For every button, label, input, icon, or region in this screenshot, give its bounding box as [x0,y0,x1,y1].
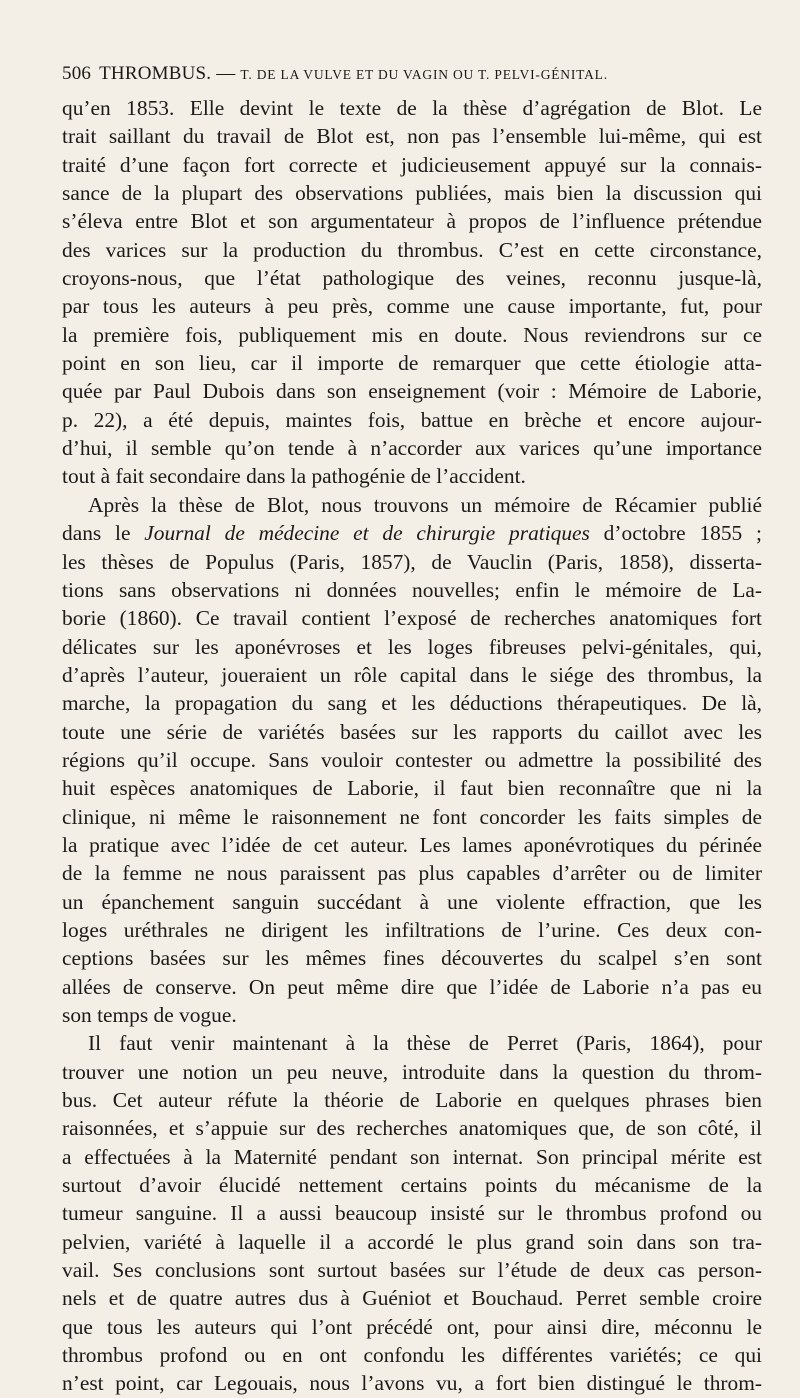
text-line: thrombus profond ou en ont confondu les différentes variétés; ce qui [62,1343,762,1368]
text-line: régions qu’il occupe. Sans vouloir contester ou admettre la possibilité des [62,747,762,772]
text-line: trouver une notion un peu neuve, introduite dans la question du throm- [62,1059,762,1084]
text-line: nels et de quatre autres dus à Guéniot et Bouchaud. Perret semble croire [62,1286,762,1311]
running-dash: — [216,63,236,84]
text-line: quée par Paul Dubois dans son enseignement (voir : Mémoire de Laborie, [62,379,762,404]
text-line: trait saillant du travail de Blot est, non pas l’ensemble lui-même, qui est [62,124,762,149]
text-line: d’après l’auteur, joueraient un rôle capital dans le siége des thrombus, la [62,662,762,687]
text-line: la pratique avec l’idée de cet auteur. Les lames aponévrotiques du périnée [62,832,762,857]
text-line: borie (1860). Ce travail contient l’exposé de recherches anatomiques fort [62,606,762,631]
text-line: son temps de vogue. [62,1003,237,1027]
text-line: ceptions basées sur les mêmes fines découvertes du scalpel s’en sont [62,946,762,971]
text-line: de la femme ne nous paraissent pas plus capables d’arrêter ou de limiter [62,861,762,886]
text-line: allées de conserve. On peut même dire que l’idée de Laborie n’a pas eu [62,974,762,999]
text-line: dans le Journal de médecine et de chirurgie pratiques d’octobre 1855 ; [62,521,762,546]
text-line: vail. Ses conclusions sont surtout basées sur l’étude de deux cas person- [62,1258,762,1283]
text-line: croyons-nous, que l’état pathologique des veines, reconnu jusque-là, [62,266,762,291]
text-line: tumeur sanguine. Il a aussi beaucoup insisté sur le thrombus profond ou [62,1201,762,1226]
text-line: les thèses de Populus (Paris, 1857), de Vauclin (Paris, 1858), disserta- [62,549,762,574]
running-subtitle: T. DE LA VULVE ET DU VAGIN OU T. PELVI-GÉNITAL. [240,67,608,82]
text-line: a effectuées à la Maternité pendant son internat. Son principal mérite est [62,1144,762,1169]
text-line: que tous les auteurs qui l’ont précédé ont, pour ainsi dire, méconnu le [62,1314,762,1339]
text-line: Après la thèse de Blot, nous trouvons un mémoire de Récamier publié [88,492,762,517]
text-line: surtout d’avoir élucidé nettement certains points du mécanisme de la [62,1173,762,1198]
text-line: s’éleva entre Blot et son argumentateur à propos de l’influence prétendue [62,209,762,234]
text-line: pelvien, variété à laquelle il a accordé le plus grand soin dans son tra- [62,1229,762,1254]
text-line: huit espèces anatomiques de Laborie, il faut bien reconnaître que ni la [62,776,762,801]
text-line: point en son lieu, car il importe de remarquer que cette étiologie atta- [62,351,762,376]
running-title: THROMBUS. [99,63,212,84]
text-line: des varices sur la production du thrombus. C’est en cette circonstance, [62,237,762,262]
text-line: Il faut venir maintenant à la thèse de Perret (Paris, 1864), pour [88,1031,762,1056]
text-line: par tous les auteurs à peu près, comme une cause importante, fut, pour [62,294,762,319]
journal-title: Journal de médecine et de chirurgie pratiques [144,521,590,546]
text-line: p. 22), a été depuis, maintes fois, battue en brèche et encore aujour- [62,407,762,432]
text-line: loges uréthrales ne dirigent les infiltrations de l’urine. Ces deux con- [62,917,762,942]
text-line: marche, la propagation du sang et les déductions thérapeutiques. De là, [62,691,762,716]
text-line: n’est point, car Legouais, nous l’avons vu, a fort bien distingué le throm- [62,1371,762,1396]
text-line: bus. Cet auteur réfute la théorie de Laborie en quelques phrases bien [62,1088,762,1113]
text-line: tions sans observations ni données nouvelles; enfin le mémoire de La- [62,577,762,602]
text-line: délicates sur les aponévroses et les loges fibreuses pelvi-génitales, qui, [62,634,762,659]
text-line: toute une série de variétés basées sur les rapports du caillot avec les [62,719,762,744]
page-number: 506 [62,63,92,84]
text-line: tout à fait secondaire dans la pathogénie de l’accident. [62,464,526,489]
text-line: la première fois, publiquement mis en doute. Nous reviendrons sur ce [62,322,762,347]
text-line: sance de la plupart des observations publiées, mais bien la discussion qui [62,181,762,206]
text-line: clinique, ni même le raisonnement ne font concorder les faits simples de [62,804,762,829]
text-line: traité d’une façon fort correcte et judicieusement appuyé sur la connais- [62,152,762,177]
body-text [62,94,762,1398]
text-line: d’hui, il semble qu’on tende à n’accorder aux varices qu’une importance [62,436,762,461]
text-line: raisonnées, et s’appuie sur des recherches anatomiques que, de son côté, il [62,1116,762,1141]
text-line: un épanchement sanguin succédant à une violente effraction, que les [62,889,762,914]
text-line: qu’en 1853. Elle devint le texte de la thèse d’agrégation de Blot. Le [62,96,762,120]
running-head [62,62,762,86]
